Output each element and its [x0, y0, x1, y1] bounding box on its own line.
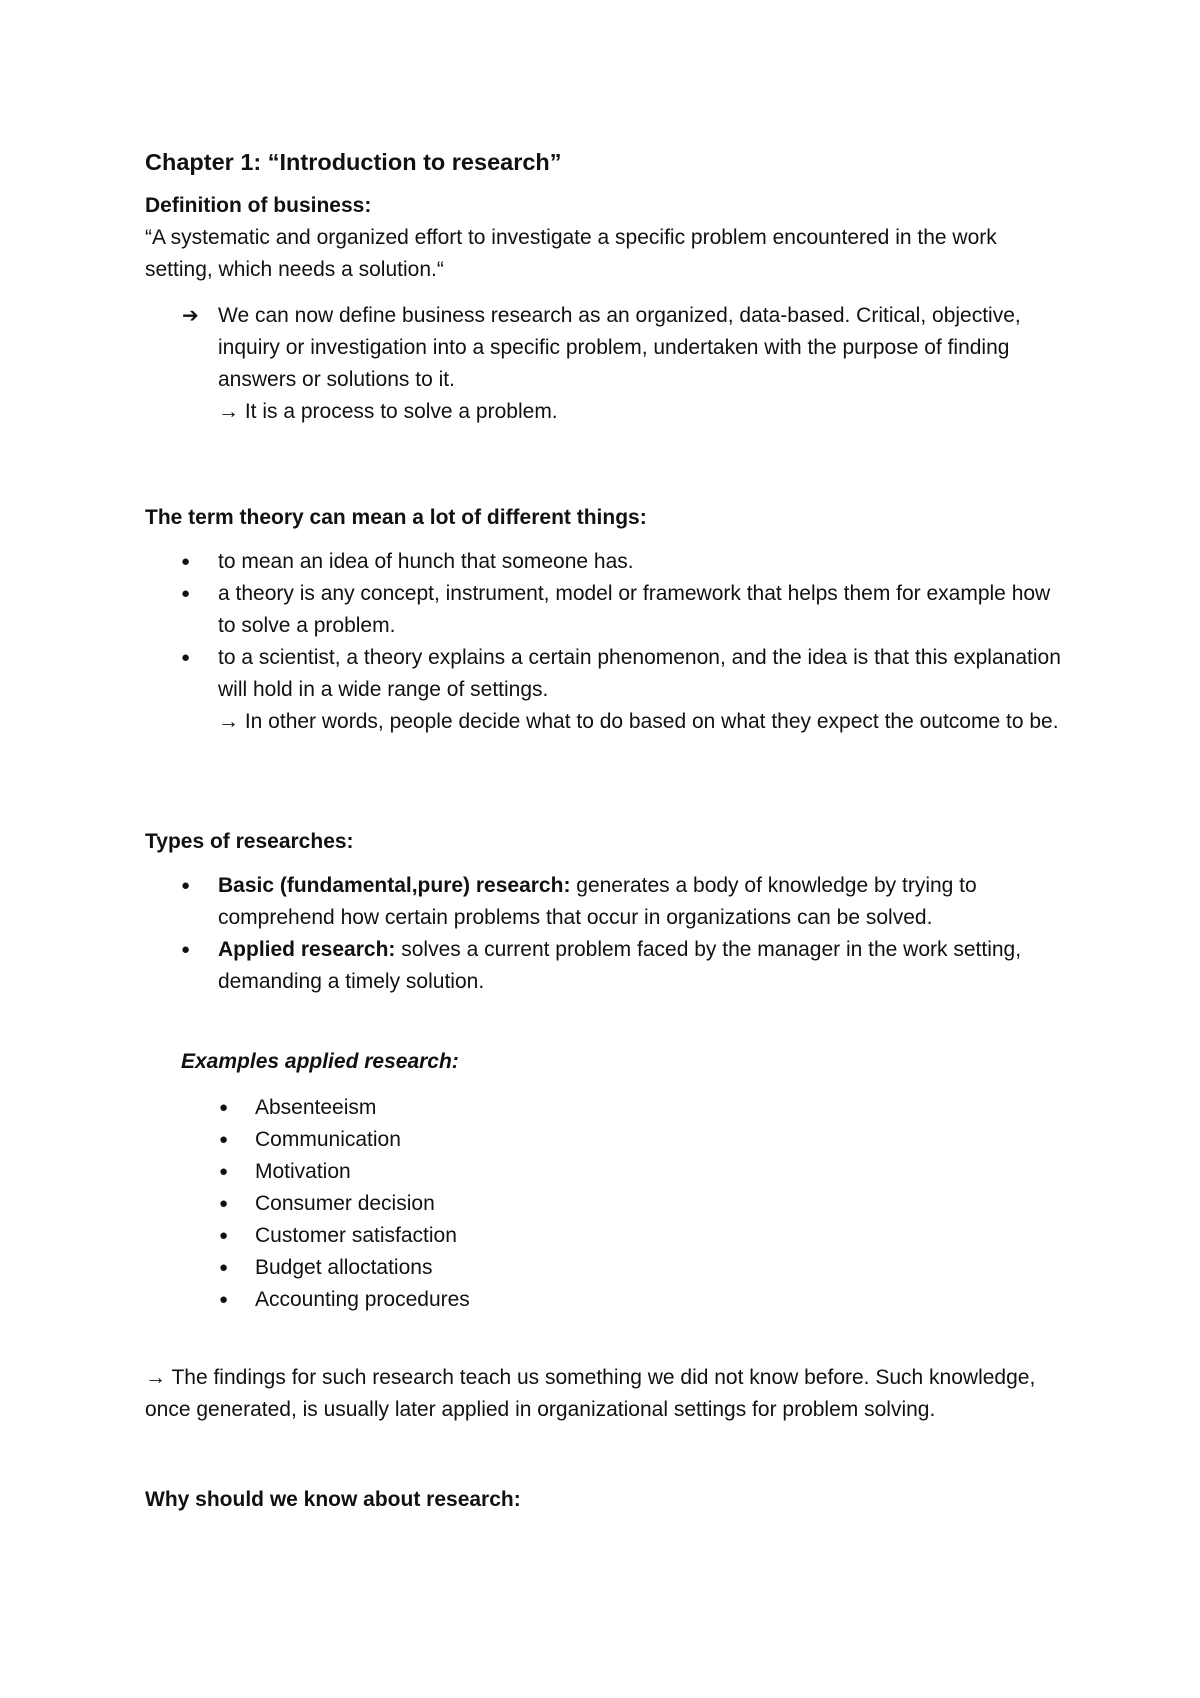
list-item: ● Accounting procedures — [145, 1284, 1065, 1316]
examples-list — [145, 1092, 1065, 1316]
theory-list — [145, 546, 1065, 738]
definition-heading: Definition of business: — [145, 194, 372, 217]
definition-quote: “A systematic and organized effort to investigate a specific problem encountered in the work setting, which needs a solution.“ — [145, 226, 997, 281]
list-item: ● Communication — [145, 1124, 1065, 1156]
findings-paragraph: → The findings for such research teach us something we did not know before. Such knowledge, once generated, is usually later applied in organizational settings for problem solving. — [145, 1366, 1036, 1421]
list-item: ● a theory is any concept, instrument, model or framework that helps them for example how to solve a problem. — [145, 578, 1065, 642]
examples-heading: Examples applied research: — [181, 1050, 459, 1073]
types-list — [145, 870, 1065, 998]
type-text: solves a current problem faced by the manager in the work setting, demanding a timely solution. — [218, 938, 1022, 993]
chapter-title: Chapter 1: “Introduction to research” — [145, 149, 562, 175]
definition-sub-arrow: → It is a process to solve a problem. — [218, 400, 558, 423]
type-label: Basic (fundamental,pure) research: — [218, 874, 571, 897]
list-item: ● Consumer decision — [145, 1188, 1065, 1220]
arrow-icon: ➔ — [182, 305, 199, 327]
theory-note: → In other words, people decide what to do based on what they expect the outcome to be. — [218, 710, 1059, 733]
list-item: ● to a scientist, a theory explains a certain phenomenon, and the idea is that this explanation will hold in a wide range of settings. → In other words, people decide what to do based on what they expect the outcome to be. — [145, 642, 1065, 738]
type-label: Applied research: — [218, 938, 396, 961]
why-heading: Why should we know about research: — [145, 1488, 521, 1511]
list-item: ● Customer satisfaction — [145, 1220, 1065, 1252]
list-item — [145, 934, 1065, 998]
list-item: ● Budget alloctations — [145, 1252, 1065, 1284]
theory-heading: The term theory can mean a lot of different things: — [145, 506, 647, 529]
list-item: ● to mean an idea of hunch that someone has. — [145, 546, 1065, 578]
types-heading: Types of researches: — [145, 830, 354, 853]
definition-arrow-text: We can now define business research as an organized, data-based. Critical, objective, inquiry or investigation into a specific problem, undertaken with the purpose of finding answers or solutions to it. — [218, 304, 1021, 391]
document-body — [145, 146, 1065, 1516]
list-item — [145, 870, 1065, 934]
list-item: ● Absenteeism — [145, 1092, 1065, 1124]
type-text: generates a body of knowledge by trying to comprehend how certain problems that occur in organizations can be solved. — [218, 874, 977, 929]
list-item: ● Motivation — [145, 1156, 1065, 1188]
definition-arrow-block — [145, 300, 1065, 428]
